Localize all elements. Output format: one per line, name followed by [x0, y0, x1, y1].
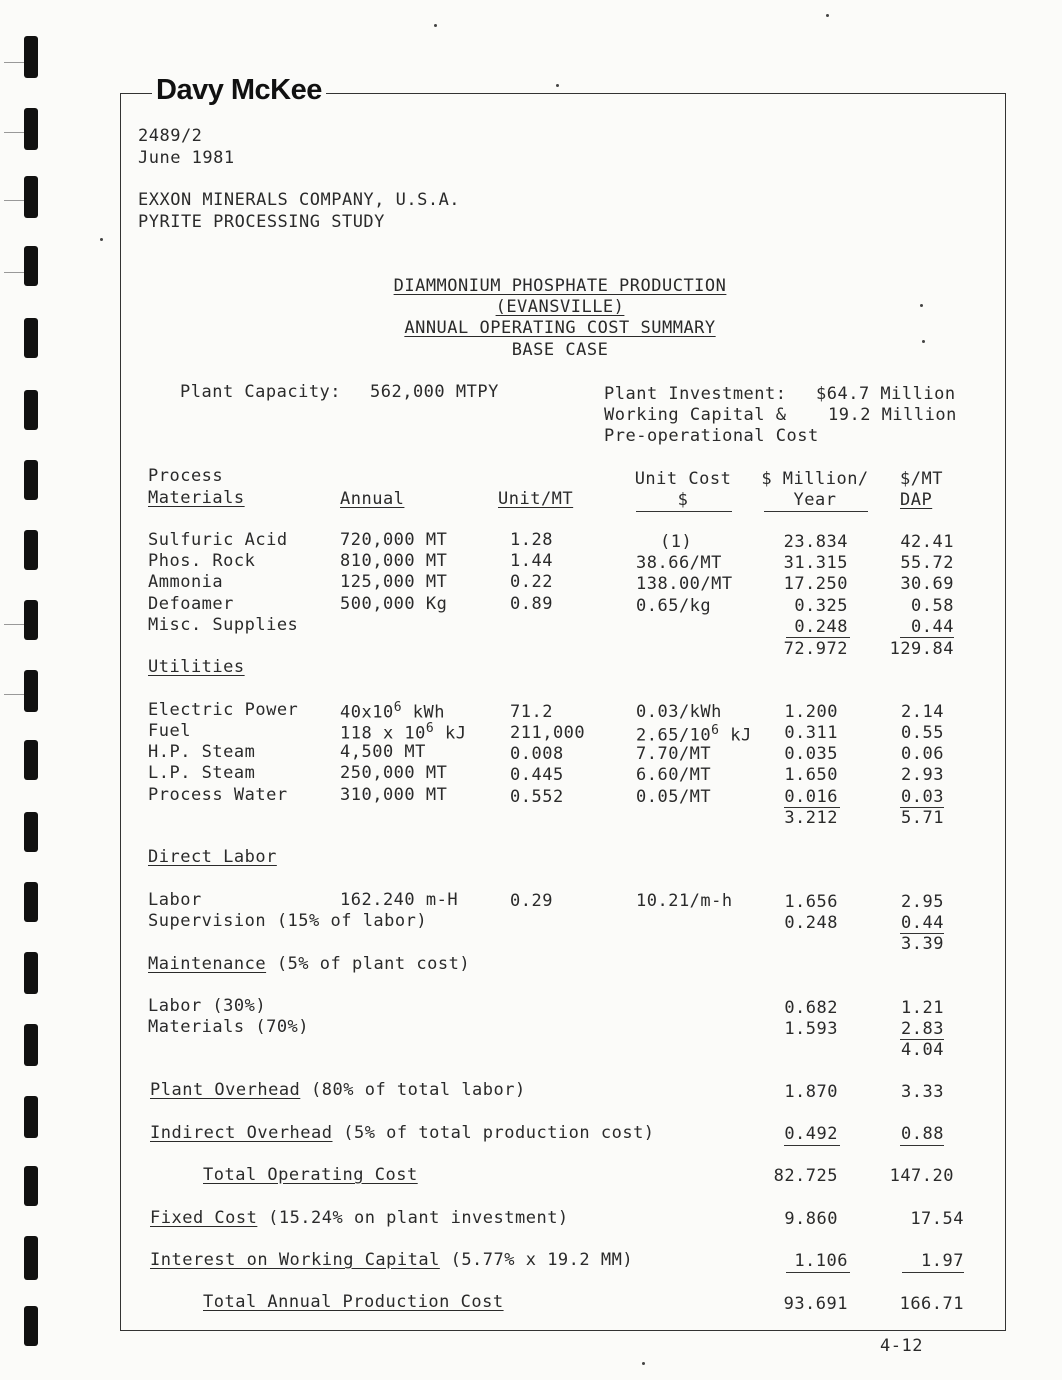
total-annual-label: Total Annual Production Cost: [203, 1292, 504, 1312]
total-operating-million: 82.725: [773, 1166, 838, 1186]
row-name: Sulfuric Acid: [148, 530, 288, 550]
speck: [556, 84, 559, 87]
row-million: 1.593: [784, 1019, 838, 1039]
row-million: 31.315: [783, 553, 848, 573]
row-cost: 138.00/MT: [636, 574, 733, 594]
binder-hole: [24, 246, 38, 286]
binder-hole: [24, 1166, 38, 1206]
row-unit: 0.445: [510, 765, 564, 785]
row-million: 0.016: [784, 787, 838, 807]
doc-date: June 1981: [138, 148, 235, 168]
row-per-mt: 42.41: [900, 532, 954, 552]
row-per-mt: 0.06: [901, 744, 944, 764]
row-unit: 0.89: [510, 594, 553, 614]
row-per-mt: 1.21: [901, 998, 944, 1018]
row-cost: 7.70/MT: [636, 744, 712, 764]
subtotal-rule: [786, 637, 850, 638]
header-per-mt: $/MT: [900, 469, 943, 489]
row-unit: 0.552: [510, 787, 564, 807]
title-line-2: (EVANSVILLE): [495, 297, 625, 317]
binder-hole: [24, 530, 38, 570]
header-process: Process: [148, 466, 224, 486]
row-name: Process Water: [148, 785, 288, 805]
row-annual: $40x10^6$ kWh: [340, 700, 445, 723]
utilities-total-million: 3.212: [784, 808, 838, 828]
row-per-mt: 2.14: [901, 702, 944, 722]
header-year: Year: [793, 490, 837, 510]
row-name: Ammonia: [148, 572, 224, 592]
speck: [826, 14, 829, 17]
binder-hole: [24, 1024, 38, 1066]
binder-line: [4, 694, 24, 695]
row-million: 23.834: [783, 532, 848, 552]
row-name: L.P. Steam: [148, 763, 256, 783]
row-cost: (1): [660, 532, 693, 552]
labor-total-per-mt: 3.39: [901, 934, 944, 954]
indirect-overhead-million: 0.492: [784, 1124, 838, 1144]
binder-hole: [24, 1096, 38, 1138]
header-rule: [764, 511, 868, 512]
total-annual-million: 93.691: [783, 1294, 848, 1314]
header-million: $ Million/: [761, 469, 869, 489]
row-million: 0.311: [784, 723, 838, 743]
binder-hole: [24, 390, 38, 430]
row-name: Supervision (15% of labor): [148, 911, 428, 931]
subtotal-rule: [900, 1145, 944, 1146]
interest-label: Interest on Working Capital (5.77% x 19.2 MM): [150, 1250, 634, 1270]
row-annual: 125,000 MT: [340, 572, 448, 592]
row-annual: 250,000 MT: [340, 763, 448, 783]
materials-total-per-mt: 129.84: [889, 639, 954, 659]
row-name: Defoamer: [148, 594, 234, 614]
maintenance-heading: Maintenance (5% of plant cost): [148, 954, 471, 974]
row-unit: 0.008: [510, 744, 564, 764]
row-name: H.P. Steam: [148, 742, 256, 762]
brand-logo: Davy McKee: [152, 74, 326, 107]
binder-hole: [24, 670, 38, 712]
row-cost: 0.05/MT: [636, 787, 712, 807]
subtotal-rule: [900, 637, 954, 638]
row-unit: 71.2: [510, 702, 553, 722]
row-name: Fuel: [148, 721, 191, 741]
investment-value: $64.7 Million: [816, 384, 956, 404]
speck: [434, 24, 437, 27]
investment-label: Plant Investment:: [604, 384, 787, 404]
binder-hole: [24, 460, 38, 500]
fixed-cost-per-mt: 17.54: [910, 1209, 964, 1229]
row-unit: 1.44: [510, 551, 553, 571]
title-line-3: ANNUAL OPERATING COST SUMMARY: [404, 318, 716, 338]
header-rule: [636, 511, 732, 512]
row-name: Labor: [148, 890, 202, 910]
header-materials: Materials: [148, 488, 245, 508]
total-operating-label: Total Operating Cost: [203, 1165, 418, 1185]
row-cost: $2.65/10^6$ kJ: [636, 723, 752, 746]
row-cost: 0.03/kWh: [636, 702, 722, 722]
row-per-mt: 0.58: [911, 596, 954, 616]
header-unit-mt: Unit/MT: [498, 489, 574, 509]
utilities-heading: Utilities: [148, 657, 245, 677]
row-million: 1.200: [784, 702, 838, 722]
row-name: Phos. Rock: [148, 551, 256, 571]
maintenance-total-per-mt: 4.04: [901, 1040, 944, 1060]
speck: [100, 238, 103, 241]
page-number: 4-12: [880, 1336, 923, 1356]
plant-overhead-per-mt: 3.33: [901, 1082, 944, 1102]
binder-hole: [24, 176, 38, 218]
plant-overhead-million: 1.870: [784, 1082, 838, 1102]
row-million: 0.035: [784, 744, 838, 764]
row-cost: 10.21/m-h: [636, 891, 733, 911]
total-operating-per-mt: 147.20: [889, 1166, 954, 1186]
subtotal-rule: [902, 1272, 964, 1273]
binder-hole: [24, 882, 38, 922]
binder-hole: [24, 318, 38, 358]
binder-line: [4, 62, 24, 63]
title-line-4: BASE CASE: [511, 340, 609, 360]
plant-overhead-label: Plant Overhead (80% of total labor): [150, 1080, 526, 1100]
capacity-label: Plant Capacity:: [180, 382, 342, 402]
row-per-mt: 55.72: [900, 553, 954, 573]
row-million: 0.248: [784, 913, 838, 933]
row-unit: 0.29: [510, 891, 553, 911]
row-million: 1.656: [784, 892, 838, 912]
speck: [642, 1362, 645, 1365]
interest-per-mt: 1.97: [921, 1251, 964, 1271]
binder-hole: [24, 1306, 38, 1346]
row-annual: 4,500 MT: [340, 742, 426, 762]
row-name: Materials (70%): [148, 1017, 310, 1037]
title-line-1: DIAMMONIUM PHOSPHATE PRODUCTION: [393, 276, 727, 296]
row-unit: 211,000: [510, 723, 586, 743]
capacity-value: 562,000 MTPY: [370, 382, 499, 402]
indirect-overhead-per-mt: 0.88: [901, 1124, 944, 1144]
row-per-mt: 2.93: [901, 765, 944, 785]
binder-line: [4, 132, 24, 133]
header-dap: DAP: [900, 490, 933, 510]
row-per-mt: 2.95: [901, 892, 944, 912]
row-per-mt: 0.03: [901, 787, 944, 807]
header-unit-cost: Unit Cost: [634, 469, 732, 489]
interest-million: 1.106: [794, 1251, 848, 1271]
row-cost: 0.65/kg: [636, 596, 712, 616]
row-name: Misc. Supplies: [148, 615, 299, 635]
doc-number: 2489/2: [138, 126, 203, 146]
binder-hole: [24, 952, 38, 994]
row-million: 17.250: [783, 574, 848, 594]
working-capital-value: 19.2 Million: [828, 405, 957, 425]
study-name: PYRITE PROCESSING STUDY: [138, 212, 385, 232]
binder-hole: [24, 108, 38, 150]
binder-line: [4, 272, 24, 273]
row-annual: 500,000 Kg: [340, 594, 448, 614]
row-per-mt: 0.44: [911, 617, 954, 637]
company-name: EXXON MINERALS COMPANY, U.S.A.: [138, 190, 461, 210]
binder-hole: [24, 36, 38, 78]
total-annual-per-mt: 166.71: [899, 1294, 964, 1314]
working-capital-label: Working Capital &: [604, 405, 787, 425]
row-million: 0.325: [794, 596, 848, 616]
row-name: Labor (30%): [148, 996, 267, 1016]
row-unit: 1.28: [510, 530, 553, 550]
row-million: 0.248: [794, 617, 848, 637]
header-annual: Annual: [340, 489, 405, 509]
subtotal-rule: [784, 1145, 840, 1146]
binder-hole: [24, 1236, 38, 1280]
row-cost: 6.60/MT: [636, 765, 712, 785]
row-annual: 310,000 MT: [340, 785, 448, 805]
row-per-mt: 0.55: [901, 723, 944, 743]
fixed-cost-million: 9.860: [784, 1209, 838, 1229]
row-unit: 0.22: [510, 572, 553, 592]
subtotal-rule: [786, 1272, 850, 1273]
row-per-mt: 30.69: [900, 574, 954, 594]
row-cost: 38.66/MT: [636, 553, 722, 573]
fixed-cost-label: Fixed Cost (15.24% on plant investment): [150, 1208, 569, 1228]
row-million: 1.650: [784, 765, 838, 785]
utilities-total-per-mt: 5.71: [901, 808, 944, 828]
binder-line: [4, 624, 24, 625]
binder-hole: [24, 812, 38, 852]
preoperational-label: Pre-operational Cost: [604, 426, 819, 446]
materials-total-million: 72.972: [783, 639, 848, 659]
row-name: Electric Power: [148, 700, 299, 720]
row-annual: 810,000 MT: [340, 551, 448, 571]
binder-hole: [24, 740, 38, 780]
row-annual: 118 x $10^6$ kJ: [340, 721, 467, 744]
row-per-mt: 2.83: [901, 1019, 944, 1039]
row-per-mt: 0.44: [901, 913, 944, 933]
header-unit-cost-dollar: $: [677, 490, 689, 510]
binder-hole: [24, 600, 38, 640]
row-annual: 720,000 MT: [340, 530, 448, 550]
row-million: 0.682: [784, 998, 838, 1018]
binder-line: [4, 200, 24, 201]
indirect-overhead-label: Indirect Overhead (5% of total production cost): [150, 1123, 655, 1143]
row-annual: 162.240 m-H: [340, 890, 459, 910]
direct-labor-heading: Direct Labor: [148, 847, 277, 867]
